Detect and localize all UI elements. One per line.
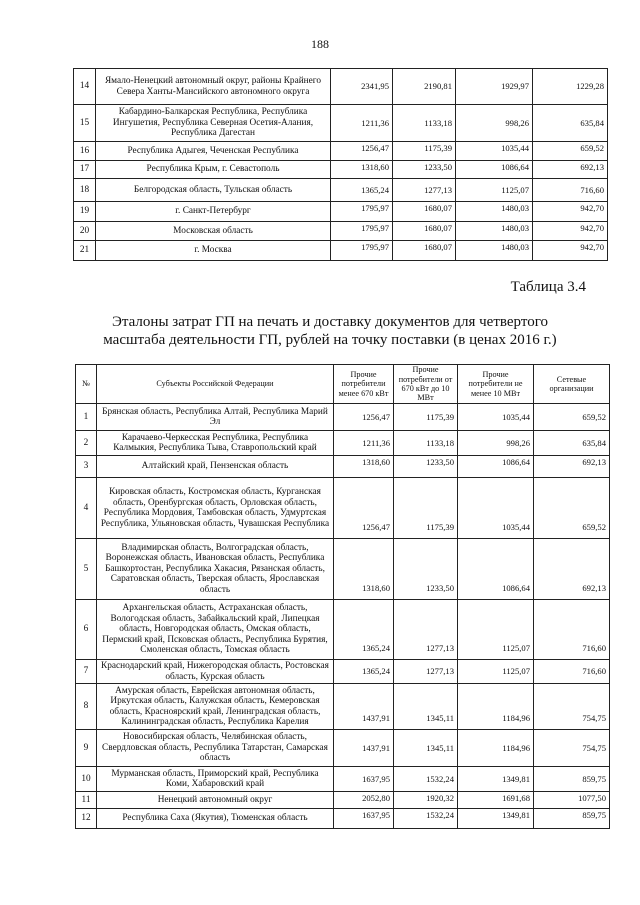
value-under-670kw: 1365,24 [331,179,393,202]
table-row [74,222,608,241]
table-row [76,456,610,478]
value-over-10mw: 1035,44 [456,142,533,161]
table-row [74,161,608,179]
value-670kw-10mw: 2190,81 [393,69,456,105]
value-670kw-10mw: 1133,18 [394,431,458,456]
subject-name: Республика Адыгея, Чеченская Республика [96,142,331,161]
header-consumers-over-10mw: Прочие потребители не менее 10 МВт [458,365,534,404]
subject-name: Белгородская область, Тульская область [96,179,331,202]
value-670kw-10mw: 1175,39 [394,404,458,431]
value-over-10mw: 1184,96 [458,684,534,730]
value-under-670kw: 1795,97 [331,222,393,241]
table-row [76,660,610,684]
subject-name: Республика Саха (Якутия), Тюменская область [97,809,334,829]
value-under-670kw: 1637,95 [334,767,394,792]
row-number: 3 [76,456,97,478]
value-grid-orgs: 1229,28 [533,69,608,105]
value-over-10mw: 1125,07 [458,660,534,684]
value-grid-orgs: 692,13 [533,161,608,179]
row-number: 10 [76,767,97,792]
subject-name: Кировская область, Костромская область, Курганская область, Оренбургская область, Орловская область, Республика Мордовия, Тамбовская область, Удмуртская Республика, Ульяновская область, Чувашская Республика [97,478,334,539]
subject-name: Архангельская область, Астраханская область, Вологодская область, Забайкальский край, Липецкая область, Новгородская область, Омская область, Пермский край, Псковская область, Республика Бурятия, Смоленская область, Томская область [97,600,334,660]
table-row [76,431,610,456]
table-row [74,202,608,222]
table-row [76,767,610,792]
value-under-670kw: 1211,36 [331,105,393,142]
row-number: 19 [74,202,96,222]
row-number: 14 [74,69,96,105]
value-670kw-10mw: 1233,50 [394,456,458,478]
table-row [74,241,608,261]
table-header-row [76,365,610,404]
value-grid-orgs: 659,52 [533,142,608,161]
value-670kw-10mw: 1345,11 [394,684,458,730]
value-670kw-10mw: 1680,07 [393,202,456,222]
value-grid-orgs: 754,75 [534,684,610,730]
table-row [76,478,610,539]
row-number: 15 [74,105,96,142]
value-670kw-10mw: 1345,11 [394,730,458,767]
value-670kw-10mw: 1133,18 [393,105,456,142]
value-grid-orgs: 692,13 [534,456,610,478]
row-number: 5 [76,539,97,600]
row-number: 21 [74,241,96,261]
table-row [74,142,608,161]
value-over-10mw: 1184,96 [458,730,534,767]
table-row [76,600,610,660]
value-670kw-10mw: 1532,24 [394,767,458,792]
value-over-10mw: 1480,03 [456,222,533,241]
value-under-670kw: 1211,36 [334,431,394,456]
value-grid-orgs: 1077,50 [534,792,610,809]
row-number: 12 [76,809,97,829]
cost-standards-table [75,364,610,829]
value-670kw-10mw: 1277,13 [394,600,458,660]
value-670kw-10mw: 1920,32 [394,792,458,809]
table-row [76,539,610,600]
value-over-10mw: 1086,64 [456,161,533,179]
subject-name: Ямало-Ненецкий автономный округ, районы Крайнего Севера Ханты-Мансийского автономного округа [96,69,331,105]
value-grid-orgs: 659,52 [534,404,610,431]
value-grid-orgs: 659,52 [534,478,610,539]
value-under-670kw: 2052,80 [334,792,394,809]
table-row [76,809,610,829]
subject-name: Краснодарский край, Нижегородская область, Ростовская область, Курская область [97,660,334,684]
row-number: 16 [74,142,96,161]
header-consumers-670kw-10mw: Прочие потребители от 670 кВт до 10 МВт [394,365,458,404]
value-670kw-10mw: 1233,50 [394,539,458,600]
value-over-10mw: 1035,44 [458,478,534,539]
subject-name: Карачаево-Черкесская Республика, Республика Калмыкия, Республика Тыва, Ставропольский край [97,431,334,456]
table-row [74,69,608,105]
header-number: № [76,365,97,404]
value-over-10mw: 1086,64 [458,456,534,478]
value-over-10mw: 1929,97 [456,69,533,105]
subject-name: Кабардино-Балкарская Республика, Республика Ингушетия, Республика Северная Осетия-Алания, Республика Дагестан [96,105,331,142]
value-grid-orgs: 716,60 [534,660,610,684]
table-row [76,730,610,767]
value-grid-orgs: 859,75 [534,809,610,829]
subject-name: Брянская область, Республика Алтай, Республика Марий Эл [97,404,334,431]
value-under-670kw: 1795,97 [331,202,393,222]
table-label: Таблица 3.4 [510,279,586,295]
value-grid-orgs: 754,75 [534,730,610,767]
value-grid-orgs: 635,84 [533,105,608,142]
value-under-670kw: 1365,24 [334,600,394,660]
value-grid-orgs: 692,13 [534,539,610,600]
value-under-670kw: 1795,97 [331,241,393,261]
value-over-10mw: 998,26 [456,105,533,142]
value-670kw-10mw: 1277,13 [394,660,458,684]
value-under-670kw: 2341,95 [331,69,393,105]
subject-name: Ненецкий автономный округ [97,792,334,809]
value-under-670kw: 1437,91 [334,684,394,730]
value-over-10mw: 1125,07 [458,600,534,660]
value-over-10mw: 1349,81 [458,767,534,792]
value-670kw-10mw: 1532,24 [394,809,458,829]
value-grid-orgs: 716,60 [534,600,610,660]
value-under-670kw: 1256,47 [334,404,394,431]
value-under-670kw: 1318,60 [334,539,394,600]
value-under-670kw: 1637,95 [334,809,394,829]
subject-name: Владимирская область, Волгоградская область, Воронежская область, Ивановская область, Республика Башкортостан, Республика Хакасия, Рязанская область, Саратовская область, Тверская область, Ярославская область [97,539,334,600]
row-number: 1 [76,404,97,431]
value-over-10mw: 998,26 [458,431,534,456]
table-row [76,684,610,730]
value-under-670kw: 1318,60 [331,161,393,179]
row-number: 20 [74,222,96,241]
value-over-10mw: 1480,03 [456,241,533,261]
value-under-670kw: 1318,60 [334,456,394,478]
page-number: 188 [311,37,329,51]
row-number: 8 [76,684,97,730]
value-grid-orgs: 942,70 [533,202,608,222]
continued-table [73,68,608,261]
value-over-10mw: 1480,03 [456,202,533,222]
header-grid-organizations: Сетевые организации [534,365,610,404]
row-number: 4 [76,478,97,539]
value-under-670kw: 1256,47 [331,142,393,161]
subject-name: Амурская область, Еврейская автономная область, Иркутская область, Калужская область, Кемеровская область, Красноярский край, Ленинградская область, Калининградская область, Республика Карелия [97,684,334,730]
subject-name: г. Санкт-Петербург [96,202,331,222]
value-670kw-10mw: 1233,50 [393,161,456,179]
header-consumers-under-670kw: Прочие потребители менее 670 кВт [334,365,394,404]
value-grid-orgs: 942,70 [533,241,608,261]
value-grid-orgs: 635,84 [534,431,610,456]
value-grid-orgs: 716,60 [533,179,608,202]
row-number: 6 [76,600,97,660]
subject-name: Московская область [96,222,331,241]
row-number: 2 [76,431,97,456]
value-over-10mw: 1035,44 [458,404,534,431]
value-over-10mw: 1086,64 [458,539,534,600]
row-number: 9 [76,730,97,767]
value-670kw-10mw: 1175,39 [394,478,458,539]
value-under-670kw: 1365,24 [334,660,394,684]
value-under-670kw: 1437,91 [334,730,394,767]
table-row [76,404,610,431]
value-over-10mw: 1125,07 [456,179,533,202]
value-over-10mw: 1691,68 [458,792,534,809]
subject-name: Алтайский край, Пензенская область [97,456,334,478]
value-grid-orgs: 942,70 [533,222,608,241]
header-subjects: Субъекты Российской Федерации [97,365,334,404]
table-title: Эталоны затрат ГП на печать и доставку документов для четвертого масштаба деятельности ГП, рублей на точку поставки (в ценах 2016 г.) [103,314,557,348]
table-row [74,179,608,202]
value-670kw-10mw: 1175,39 [393,142,456,161]
row-number: 17 [74,161,96,179]
value-670kw-10mw: 1277,13 [393,179,456,202]
value-670kw-10mw: 1680,07 [393,241,456,261]
row-number: 18 [74,179,96,202]
value-670kw-10mw: 1680,07 [393,222,456,241]
row-number: 7 [76,660,97,684]
subject-name: Мурманская область, Приморский край, Республика Коми, Хабаровский край [97,767,334,792]
table-row [76,792,610,809]
value-under-670kw: 1256,47 [334,478,394,539]
subject-name: Республика Крым, г. Севастополь [96,161,331,179]
subject-name: Новосибирская область, Челябинская область, Свердловская область, Республика Татарстан, Самарская область [97,730,334,767]
row-number: 11 [76,792,97,809]
value-grid-orgs: 859,75 [534,767,610,792]
table-row [74,105,608,142]
value-over-10mw: 1349,81 [458,809,534,829]
subject-name: г. Москва [96,241,331,261]
